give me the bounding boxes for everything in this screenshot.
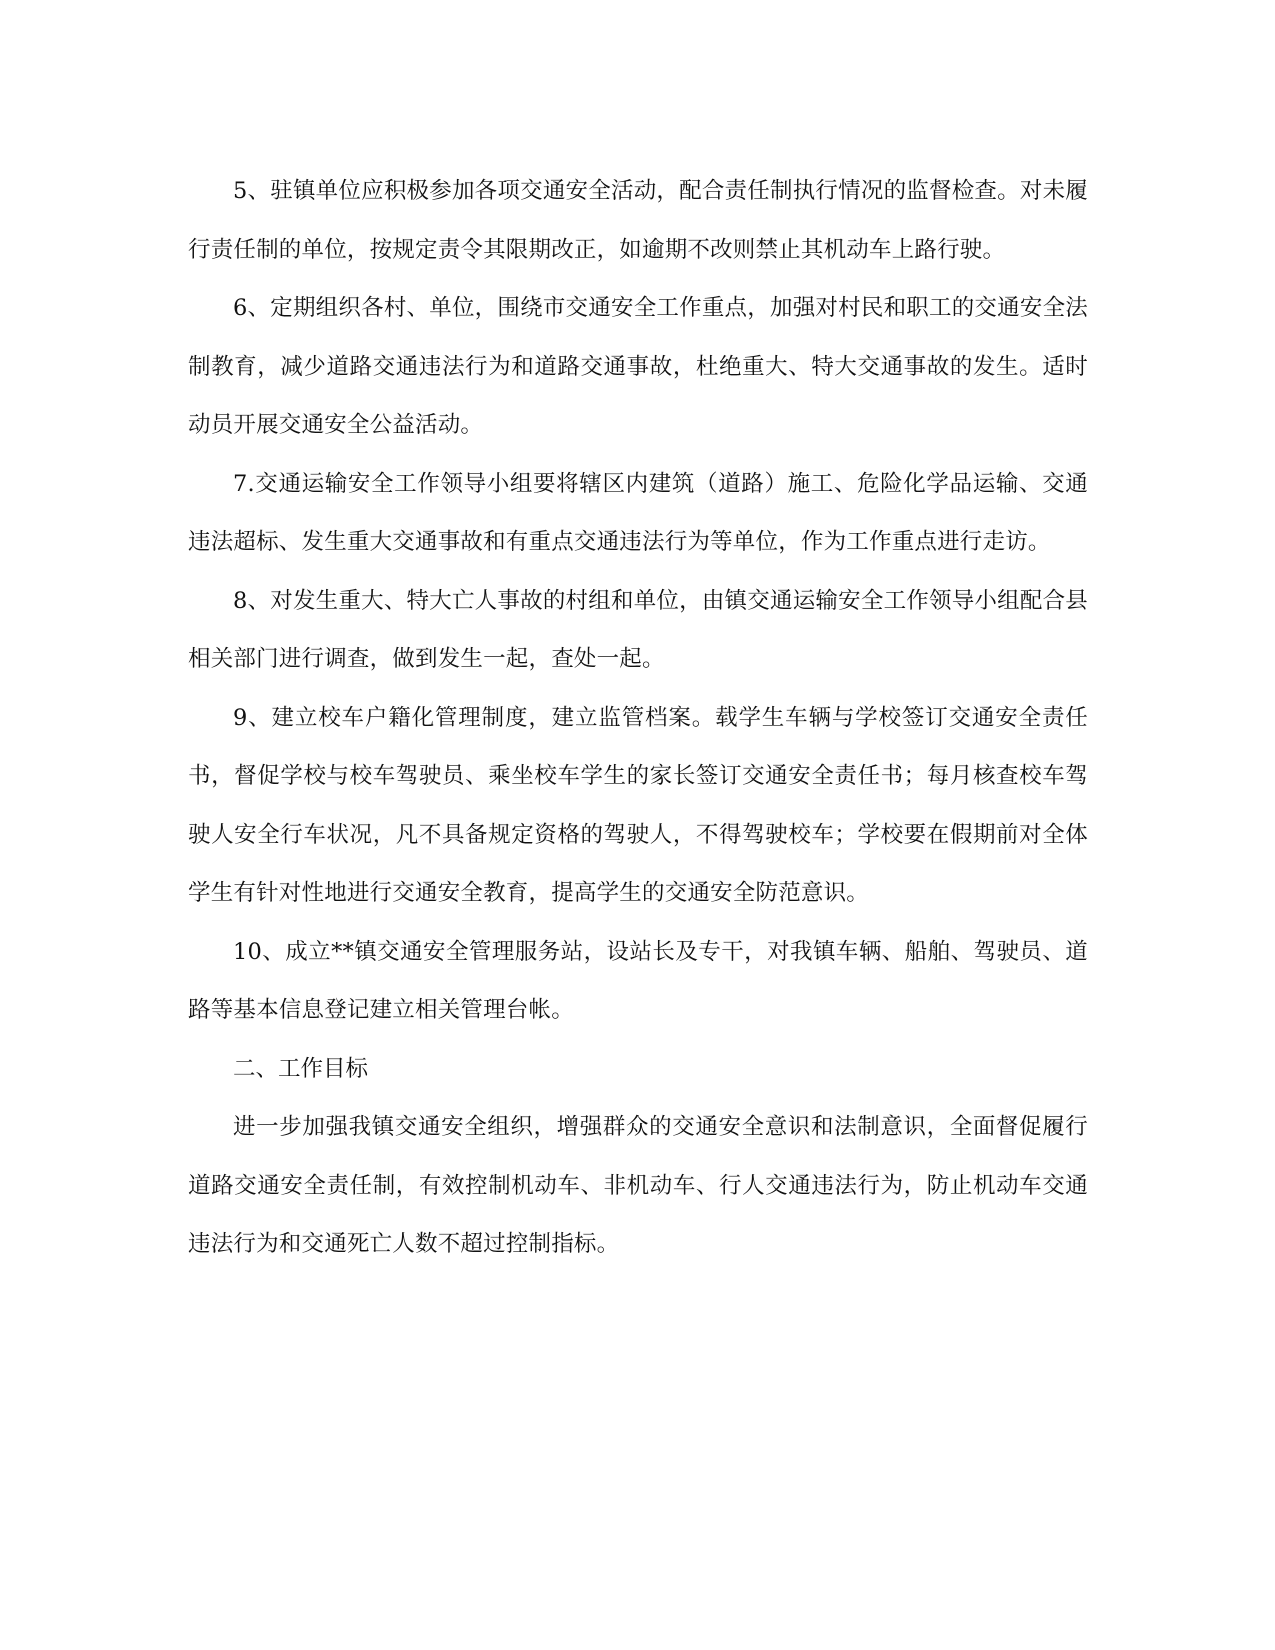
paragraph-item-6: 6、定期组织各村、单位，围绕市交通安全工作重点，加强对村民和职工的交通安全法制教育，减少道路交通违法行为和道路交通事故，杜绝重大、特大交通事故的发生。适时动员开展交通安全公益活动。 <box>188 295 1088 438</box>
paragraph-item-8: 8、对发生重大、特大亡人事故的村组和单位，由镇交通运输安全工作领导小组配合县相关部门进行调查，做到发生一起，查处一起。 <box>188 587 1088 672</box>
document-body <box>188 162 1088 1274</box>
paragraph-item-7: 7.交通运输安全工作领导小组要将辖区内建筑（道路）施工、危险化学品运输、交通违法超标、发生重大交通事故和有重点交通违法行为等单位，作为工作重点进行走访。 <box>188 470 1088 555</box>
paragraph-item-5: 5、驻镇单位应积极参加各项交通安全活动，配合责任制执行情况的监督检查。对未履行责任制的单位，按规定责令其限期改正，如逾期不改则禁止其机动车上路行驶。 <box>188 178 1088 263</box>
section-heading-work-goals: 二、工作目标 <box>233 1055 369 1082</box>
paragraph-work-goals: 进一步加强我镇交通安全组织，增强群众的交通安全意识和法制意识，全面督促履行道路交通安全责任制，有效控制机动车、非机动车、行人交通违法行为，防止机动车交通违法行为和交通死亡人数不超过控制指标。 <box>188 1114 1088 1257</box>
paragraph-item-9: 9、建立校车户籍化管理制度，建立监管档案。载学生车辆与学校签订交通安全责任书，督促学校与校车驾驶员、乘坐校车学生的家长签订交通安全责任书；每月核查校车驾驶人安全行车状况，凡不具备规定资格的驾驶人，不得驾驶校车；学校要在假期前对全体学生有针对性地进行交通安全教育，提高学生的交通安全防范意识。 <box>188 704 1088 906</box>
paragraph-item-10: 10、成立**镇交通安全管理服务站，设站长及专干，对我镇车辆、船舶、驾驶员、道路等基本信息登记建立相关管理台帐。 <box>188 938 1088 1023</box>
